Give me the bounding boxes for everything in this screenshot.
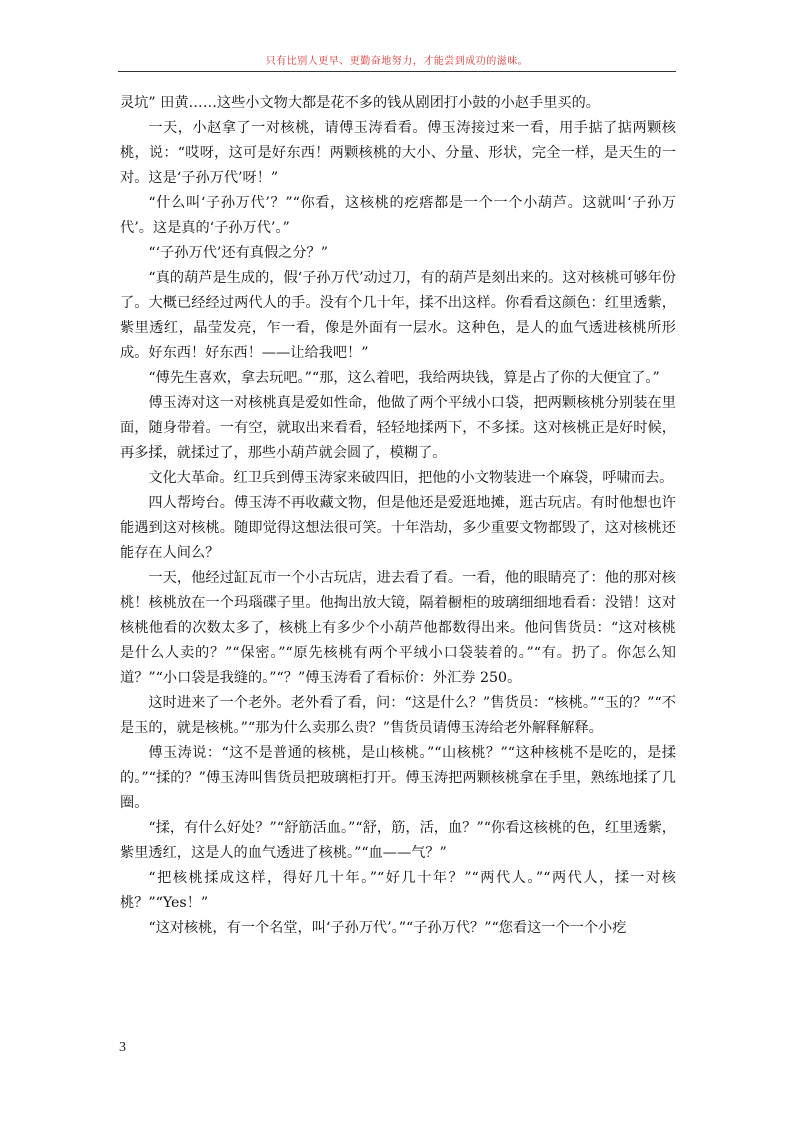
- header-divider: [118, 71, 676, 72]
- paragraph: “把核桃揉成这样，得好几十年。”“好几十年？”“两代人。”“两代人，揉一对核桃？”“Yes！”: [120, 870, 676, 911]
- paragraph: “什么叫‘子孙万代’？”“你看，这核桃的疙瘩都是一个一个小葫芦。这就叫‘子孙万代’。这是真的‘子孙万代’。”: [120, 195, 676, 236]
- paragraph: “‘子孙万代’还有真假之分？”: [148, 245, 328, 261]
- paragraph: 四人帮垮台。傅玉涛不再收藏文物，但是他还是爱逛地摊，逛古玩店。有时他想也许能遇到这对核桃。随即觉得这想法很可笑。十年浩劫，多少重要文物都毁了，这对核桃还能存在人间么？: [120, 495, 676, 561]
- paragraph: 这时进来了一个老外。老外看了看，问：“这是什么？”售货员：“核桃。”“玉的？”“不是玉的，就是核桃。”“那为什么卖那么贵？”售货员请傅玉涛给老外解释解释。: [120, 695, 676, 736]
- paragraph: 灵坑” 田黄……这些小文物大都是花不多的钱从剧团打小鼓的小赵手里买的。: [120, 95, 600, 111]
- paragraph: 文化大革命。红卫兵到傅玉涛家来破四旧，把他的小文物装进一个麻袋，呼啸而去。: [148, 470, 674, 486]
- page-number: 3: [119, 1040, 126, 1055]
- paragraph: “这对核桃，有一个名堂，叫‘子孙万代’。”“子孙万代？”“您看这一个一个小疙: [148, 920, 627, 936]
- paragraph: 一天，小赵拿了一对核桃，请傅玉涛看看。傅玉涛接过来一看，用手掂了掂两颗核桃，说：“哎呀，这可是好东西！两颗核桃的大小、分量、形状，完全一样，是天生的一对。这是‘子孙万代’呀！”: [120, 120, 676, 186]
- paragraph: 傅玉涛对这一对核桃真是爱如性命，他做了两个平绒小口袋，把两颗核桃分别装在里面，随身带着。一有空，就取出来看看，轻轻地揉两下，不多揉。这对核桃正是好时候，再多揉，就揉过了，那些小葫芦就会圆了，模糊了。: [120, 395, 676, 461]
- paragraph: 一天，他经过缸瓦市一个小古玩店，进去看了看。一看，他的眼睛亮了：他的那对核桃！核桃放在一个玛瑙碟子里。他掏出放大镜，隔着橱柜的玻璃细细地看看：没错！这对核桃他看的次数太多了，核桃上有多少个小葫芦他都数得出来。他问售货员：“这对核桃是什么人卖的？”“保密。”“原先核桃有两个平绒小口袋装着的。”“有。扔了。你怎么知道？”“小口袋是我缝的。”“？”傅玉涛看了看标价：外汇券 250。: [120, 570, 676, 686]
- paragraph: “揉，有什么好处？”“舒筋活血。”“舒，筋，活，血？”“你看这核桃的色，红里透紫，紫里透红，这是人的血气透进了核桃。”“血——气？”: [120, 820, 676, 861]
- paragraph: “真的葫芦是生成的，假‘子孙万代’动过刀，有的葫芦是刻出来的。这对核桃可够年份了。大概已经经过两代人的手。没有个几十年，揉不出这样。你看看这颜色：红里透紫，紫里透红，晶莹发亮，乍一看，像是外面有一层水。这种色，是人的血气透进核桃所形成。好东西！好东西！——让给我吧！”: [120, 270, 676, 361]
- header-motto: 只有比别人更早、更勤奋地努力，才能尝到成功的滋味。: [265, 56, 529, 67]
- paragraph: 傅玉涛说：“这不是普通的核桃，是山核桃。”“山核桃？”“这种核桃不是吃的，是揉的。”“揉的？”傅玉涛叫售货员把玻璃柜打开。傅玉涛把两颗核桃拿在手里，熟练地揉了几圈。: [120, 745, 676, 811]
- paragraph: “傅先生喜欢，拿去玩吧。”“那，这么着吧，我给两块钱，算是占了你的大便宜了。”: [148, 370, 660, 386]
- article-body: [120, 91, 676, 941]
